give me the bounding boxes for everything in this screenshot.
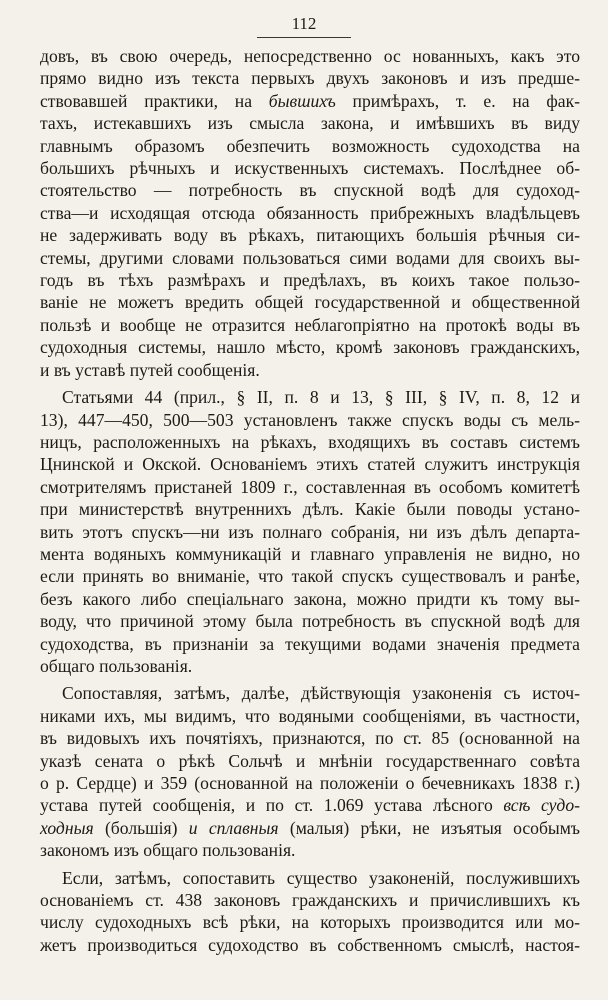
text-line: о р. Сердце) и 359 (основанной на положеніи о бечевникахъ 1838 г.) bbox=[40, 773, 580, 793]
text-line: не задерживать воду въ рѣкахъ, питающихъ большія рѣчныя си- bbox=[40, 225, 580, 246]
text-line: жетъ производиться судоходство въ собственномъ смыслѣ, настоя- bbox=[40, 934, 580, 955]
text-line: ства—и исходящая отсюда обязанность прибрежныхъ владѣльцевъ bbox=[40, 202, 580, 223]
text-line: числу судоходныхъ всѣ рѣки, на которыхъ производится или мо- bbox=[40, 912, 580, 933]
text-line: воду, что причиной этому была потребность въ спускной водѣ для bbox=[40, 611, 580, 632]
text-line: вить этотъ спускъ—ни изъ полнаго собранія, ни изъ дѣлъ департа- bbox=[40, 521, 580, 542]
text-line: тахъ, истекавшихъ изъ смысла закона, и имѣвшихъ въ виду bbox=[40, 113, 580, 134]
text-line: смотрителямъ пристаней 1809 г., составленная въ особомъ комитетѣ bbox=[40, 476, 580, 497]
body-text bbox=[40, 45, 580, 956]
header-rule bbox=[257, 37, 351, 38]
text-line: стемы, другими словами пользоваться сими водами для своихъ вы- bbox=[40, 247, 580, 268]
text-line: никами ихъ, мы видимъ, что водяными сообщеніями, въ частности, bbox=[40, 705, 580, 726]
paragraph-4 bbox=[40, 867, 580, 957]
text-line: ваніе не можетъ вредить общей государственной и общественной bbox=[40, 292, 580, 313]
text-line: при министерствѣ внутреннихъ дѣлъ. Какіе были поводы устано- bbox=[40, 499, 580, 520]
text-line: общаго пользованія. bbox=[40, 655, 193, 676]
text-run: (большія) bbox=[93, 817, 189, 838]
text-line: пользѣ и вообще не отразится неблагопріятно на протокѣ воды въ bbox=[40, 314, 580, 335]
text-line: довъ, въ свою очередь, непосредственно ос нованныхъ, какъ это bbox=[40, 46, 580, 66]
paragraph-3 bbox=[40, 682, 580, 861]
italic-term: и сплавныя bbox=[188, 817, 279, 838]
text-line: и въ уставѣ путей сообщенія. bbox=[40, 359, 260, 380]
text-line: указѣ сената о рѣкѣ Сольчѣ и мнѣніи государственнаго совѣта bbox=[40, 750, 580, 771]
text-line bbox=[40, 817, 580, 839]
text-line: закономъ изъ общаго пользованія. bbox=[40, 840, 296, 861]
text-run: примѣрахъ, т. е. на фак- bbox=[335, 90, 580, 111]
text-line: Сопоставляя, затѣмъ, далѣе, дѣйствующія узаконенія съ источ- bbox=[62, 683, 580, 704]
text-line: судоходныя системы, нашло мѣсто, кромѣ законовъ гражданскихъ, bbox=[40, 337, 580, 358]
text-line: ницъ, расположенныхъ на рѣкахъ, входящихъ въ составъ системъ bbox=[40, 431, 580, 452]
text-line bbox=[40, 90, 580, 112]
text-line: безъ какого либо спеціальнаго закона, можно придти къ тому вы- bbox=[40, 588, 580, 609]
text-line: прямо видно изъ текста первыхъ двухъ законовъ и изъ предше- bbox=[40, 68, 580, 89]
text-run: устава путей сообщенія, и по ст. 1.069 устава лѣсного bbox=[40, 795, 504, 816]
text-line: Цнинской и Окской. Основаніемъ этихъ статей служитъ инструкція bbox=[40, 454, 580, 475]
text-line bbox=[40, 794, 580, 816]
italic-term: бывшихъ bbox=[268, 90, 336, 111]
italic-term: ходныя bbox=[40, 817, 94, 838]
text-line: мента водяныхъ коммуникацій и главнаго управленія не видно, но bbox=[40, 543, 580, 564]
text-line: стоятельство — потребность въ спускной водѣ для судоход- bbox=[40, 180, 580, 201]
paragraph-2 bbox=[40, 386, 580, 677]
text-line: основаніемъ ст. 438 законовъ гражданскихъ и причислившихъ къ bbox=[40, 890, 580, 911]
text-line: главнымъ образомъ обезпечить возможность судоходства на bbox=[40, 135, 580, 156]
text-line: годъ въ тѣхъ размѣрахъ и предѣлахъ, въ коихъ такое пользо- bbox=[40, 270, 580, 291]
text-run: ствовавшей практики, на bbox=[40, 90, 269, 111]
text-line: Статьями 44 (прил., § II, п. 8 и 13, § III, § IV, п. 8, 12 и bbox=[62, 387, 580, 408]
text-line: если принять во вниманіе, что такой спускъ существовалъ и ранѣе, bbox=[40, 566, 580, 587]
paragraph-1 bbox=[40, 45, 580, 381]
text-line: 13), 447—450, 500—503 установленъ также спускъ воды съ мель- bbox=[40, 409, 580, 430]
page-number: 112 bbox=[291, 14, 317, 33]
text-line: большихъ рѣчныхъ и искуственныхъ системахъ. Послѣднее об- bbox=[40, 158, 580, 179]
text-run: (малыя) рѣки, не изъятыя особымъ bbox=[278, 817, 580, 838]
text-line: судоходства, въ признаніи за текущими водами значенія предмета bbox=[40, 633, 580, 654]
text-line: Если, затѣмъ, сопоставить существо узаконеній, послужившихъ bbox=[62, 867, 580, 888]
text-line: въ видовыхъ ихъ почятіяхъ, признаются, по ст. 85 (основанной на bbox=[40, 728, 580, 749]
italic-term: всѣ судо- bbox=[503, 795, 580, 816]
